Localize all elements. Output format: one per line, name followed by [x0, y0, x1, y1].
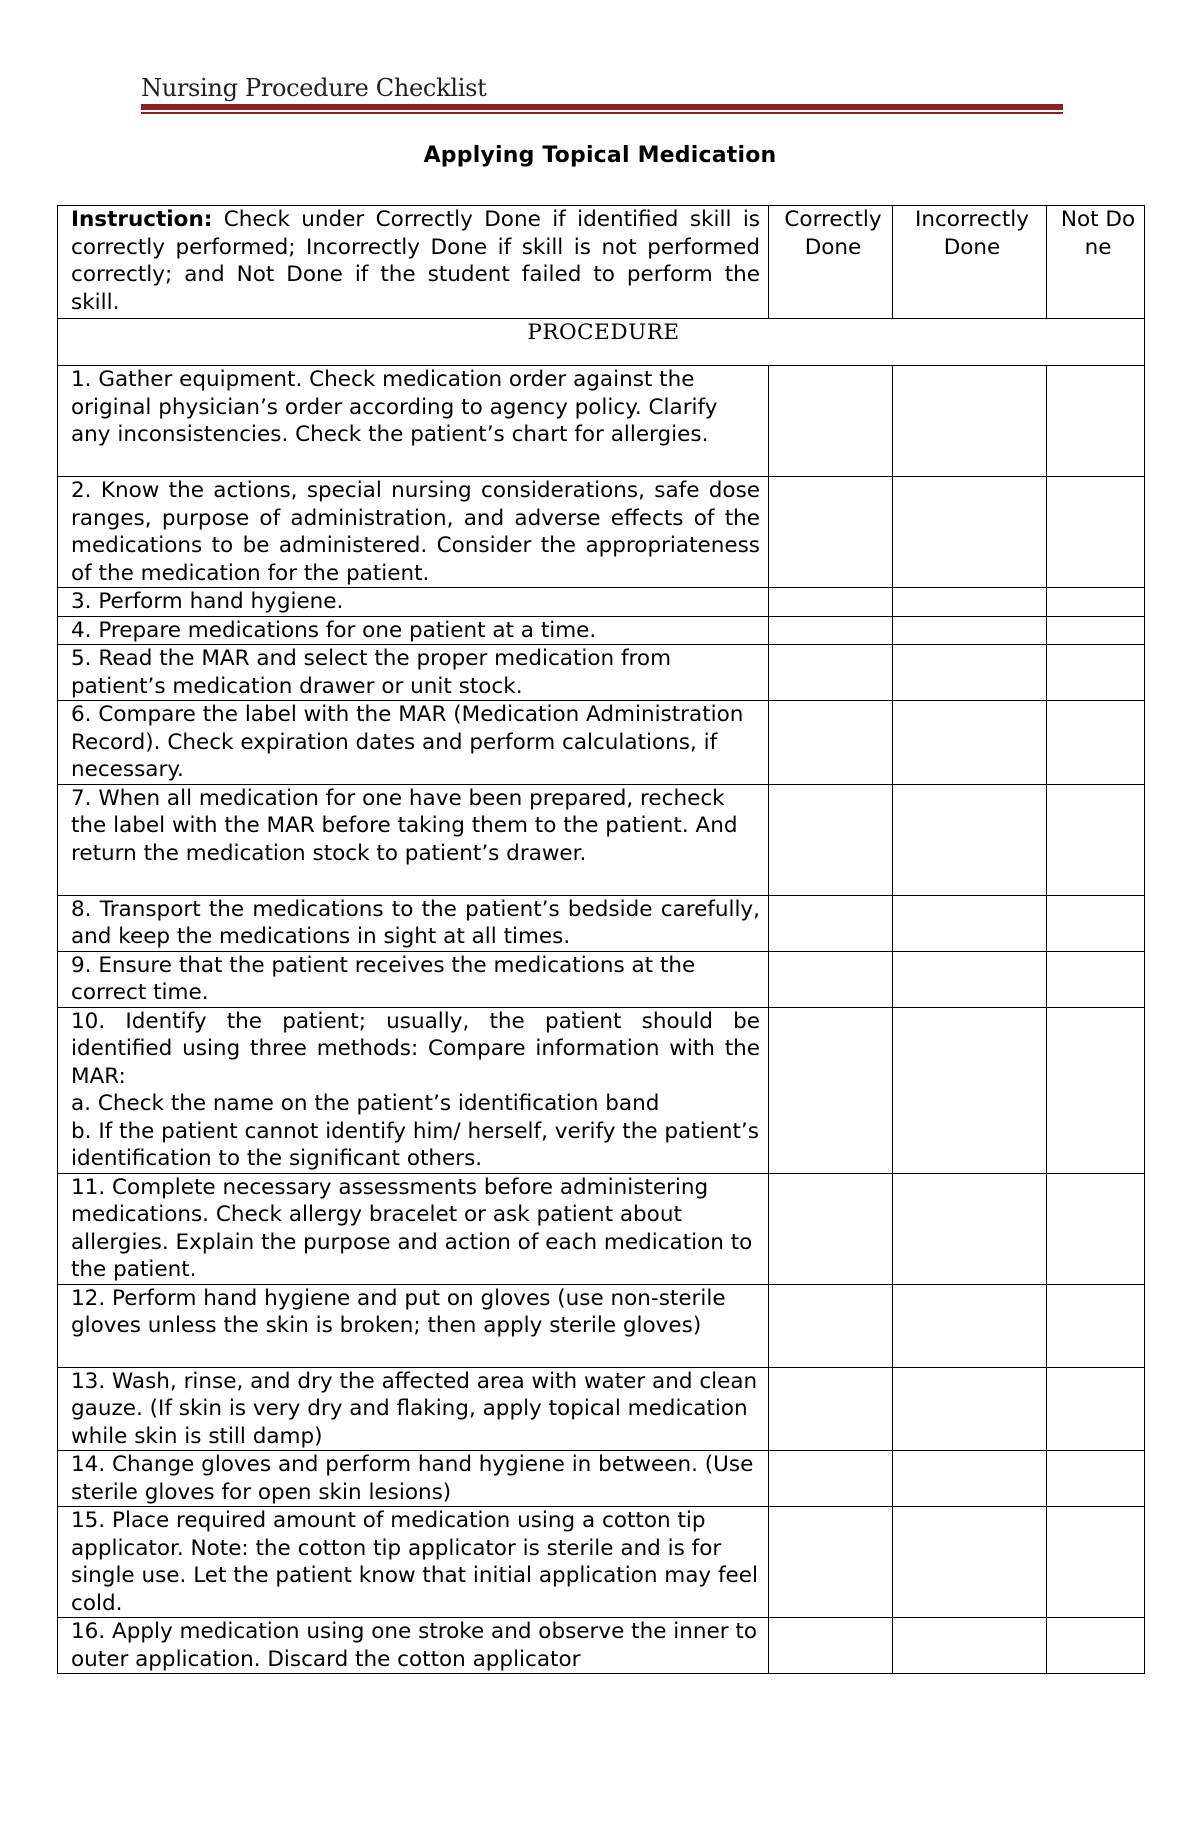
- procedure-checklist-table: [57, 205, 1145, 1674]
- checkbox-not-done[interactable]: [1047, 1173, 1145, 1284]
- header-row: [58, 206, 1145, 319]
- checkbox-correctly-done[interactable]: [769, 701, 893, 785]
- step-row: [58, 951, 1145, 1007]
- step-10-sub-b: b. If the patient cannot identify him/ herself, verify the patient’s identification to the significant others.: [71, 1118, 759, 1171]
- checkbox-not-done[interactable]: [1047, 1367, 1145, 1451]
- instruction-text: Check under Correctly Done if identified skill is correctly performed; Incorrectly Done if skill is not performed correctly; and Not Done if the student failed to perform the skill.: [71, 207, 760, 315]
- step-text: 8. Transport the medications to the patient’s bedside carefully, and keep the medications in sight at all times.: [58, 895, 769, 951]
- checkbox-not-done[interactable]: [1047, 895, 1145, 951]
- checkbox-correctly-done[interactable]: [769, 1367, 893, 1451]
- checkbox-incorrectly-done[interactable]: [893, 1618, 1047, 1674]
- document-title: Applying Topical Medication: [423, 143, 777, 168]
- step-10-sub-a: a. Check the name on the patient’s identification band: [71, 1091, 660, 1116]
- step-text-multi: [58, 1007, 769, 1173]
- checkbox-not-done[interactable]: [1047, 1284, 1145, 1367]
- checkbox-incorrectly-done[interactable]: [893, 477, 1047, 588]
- checkbox-correctly-done[interactable]: [769, 616, 893, 645]
- checkbox-incorrectly-done[interactable]: [893, 1367, 1047, 1451]
- checkbox-correctly-done[interactable]: [769, 951, 893, 1007]
- step-row: [58, 477, 1145, 588]
- step-row: [58, 1367, 1145, 1451]
- step-text: 13. Wash, rinse, and dry the affected area with water and clean gauze. (If skin is very dry and flaking, apply topical medication while skin is still damp): [58, 1367, 769, 1451]
- step-text: 12. Perform hand hygiene and put on gloves (use non-sterile gloves unless the skin is broken; then apply sterile gloves): [58, 1284, 769, 1367]
- step-text: 9. Ensure that the patient receives the medications at the correct time.: [58, 951, 769, 1007]
- instruction-label: Instruction:: [71, 207, 213, 232]
- step-10-intro: 10. Identify the patient; usually, the patient should be identified using three methods: Compare information with the MAR:: [71, 1008, 760, 1089]
- checkbox-not-done[interactable]: [1047, 477, 1145, 588]
- checkbox-correctly-done[interactable]: [769, 1618, 893, 1674]
- step-text: 2. Know the actions, special nursing considerations, safe dose ranges, purpose of administration, and adverse effects of the medications to be administered. Consider the appropriateness of the medication for the patient.: [58, 477, 769, 588]
- section-label-procedure: PROCEDURE: [58, 319, 1145, 366]
- checkbox-incorrectly-done[interactable]: [893, 701, 1047, 785]
- checkbox-incorrectly-done[interactable]: [893, 1507, 1047, 1618]
- checkbox-not-done[interactable]: [1047, 588, 1145, 617]
- step-text: 15. Place required amount of medication using a cotton tip applicator. Note: the cotton tip applicator is sterile and is for single use. Let the patient know that initial application may feel cold.: [58, 1507, 769, 1618]
- step-row: [58, 895, 1145, 951]
- checkbox-incorrectly-done[interactable]: [893, 616, 1047, 645]
- checkbox-incorrectly-done[interactable]: [893, 1007, 1047, 1173]
- checkbox-correctly-done[interactable]: [769, 1284, 893, 1367]
- header-rule-thick: [141, 104, 1063, 110]
- column-header-incorrectly-done: Incorrectly Done: [893, 206, 1047, 319]
- checkbox-incorrectly-done[interactable]: [893, 588, 1047, 617]
- checkbox-incorrectly-done[interactable]: [893, 1284, 1047, 1367]
- column-header-correctly-done: Correctly Done: [769, 206, 893, 319]
- step-row: [58, 1284, 1145, 1367]
- checkbox-incorrectly-done[interactable]: [893, 1173, 1047, 1284]
- instruction-cell: [58, 206, 769, 319]
- checkbox-not-done[interactable]: [1047, 1507, 1145, 1618]
- checkbox-correctly-done[interactable]: [769, 1451, 893, 1507]
- checkbox-correctly-done[interactable]: [769, 1173, 893, 1284]
- checkbox-incorrectly-done[interactable]: [893, 895, 1047, 951]
- step-text: 3. Perform hand hygiene.: [58, 588, 769, 617]
- checkbox-correctly-done[interactable]: [769, 366, 893, 477]
- step-row: [58, 366, 1145, 477]
- checkbox-not-done[interactable]: [1047, 1618, 1145, 1674]
- checkbox-incorrectly-done[interactable]: [893, 784, 1047, 895]
- checkbox-correctly-done[interactable]: [769, 784, 893, 895]
- step-row: [58, 701, 1145, 785]
- step-text: 1. Gather equipment. Check medication order against the original physician’s order according to agency policy. Clarify any inconsistencies. Check the patient’s chart for allergies.: [58, 366, 769, 477]
- checkbox-correctly-done[interactable]: [769, 477, 893, 588]
- checkbox-not-done[interactable]: [1047, 784, 1145, 895]
- checkbox-correctly-done[interactable]: [769, 588, 893, 617]
- step-text: 7. When all medication for one have been prepared, recheck the label with the MAR before taking them to the patient. And return the medication stock to patient’s drawer.: [58, 784, 769, 895]
- step-row: [58, 1007, 1145, 1173]
- checkbox-not-done[interactable]: [1047, 616, 1145, 645]
- step-row: [58, 1507, 1145, 1618]
- checkbox-not-done[interactable]: [1047, 1451, 1145, 1507]
- step-row: [58, 784, 1145, 895]
- step-row: [58, 645, 1145, 701]
- step-text: 11. Complete necessary assessments before administering medications. Check allergy bracelet or ask patient about allergies. Explain the purpose and action of each medication to the patient.: [58, 1173, 769, 1284]
- step-text: 6. Compare the label with the MAR (Medication Administration Record). Check expiration dates and perform calculations, if necessary.: [58, 701, 769, 785]
- step-text: 14. Change gloves and perform hand hygiene in between. (Use sterile gloves for open skin lesions): [58, 1451, 769, 1507]
- step-row: [58, 1173, 1145, 1284]
- checkbox-incorrectly-done[interactable]: [893, 366, 1047, 477]
- checkbox-correctly-done[interactable]: [769, 1507, 893, 1618]
- checkbox-correctly-done[interactable]: [769, 1007, 893, 1173]
- checkbox-not-done[interactable]: [1047, 951, 1145, 1007]
- checkbox-not-done[interactable]: [1047, 366, 1145, 477]
- section-row: [58, 319, 1145, 366]
- step-row: [58, 616, 1145, 645]
- step-text: 4. Prepare medications for one patient at a time.: [58, 616, 769, 645]
- checkbox-incorrectly-done[interactable]: [893, 951, 1047, 1007]
- checkbox-not-done[interactable]: [1047, 1007, 1145, 1173]
- step-text: 5. Read the MAR and select the proper medication from patient’s medication drawer or unit stock.: [58, 645, 769, 701]
- checkbox-incorrectly-done[interactable]: [893, 645, 1047, 701]
- header-rule-thin: [141, 112, 1063, 114]
- checkbox-incorrectly-done[interactable]: [893, 1451, 1047, 1507]
- step-text: 16. Apply medication using one stroke and observe the inner to outer application. Discard the cotton applicator: [58, 1618, 769, 1674]
- checkbox-correctly-done[interactable]: [769, 645, 893, 701]
- checkbox-not-done[interactable]: [1047, 701, 1145, 785]
- running-header-title: Nursing Procedure Checklist: [141, 74, 487, 102]
- step-row: [58, 1451, 1145, 1507]
- checkbox-correctly-done[interactable]: [769, 895, 893, 951]
- step-row: [58, 1618, 1145, 1674]
- checkbox-not-done[interactable]: [1047, 645, 1145, 701]
- column-header-not-done: Not Done: [1047, 206, 1145, 319]
- step-row: [58, 588, 1145, 617]
